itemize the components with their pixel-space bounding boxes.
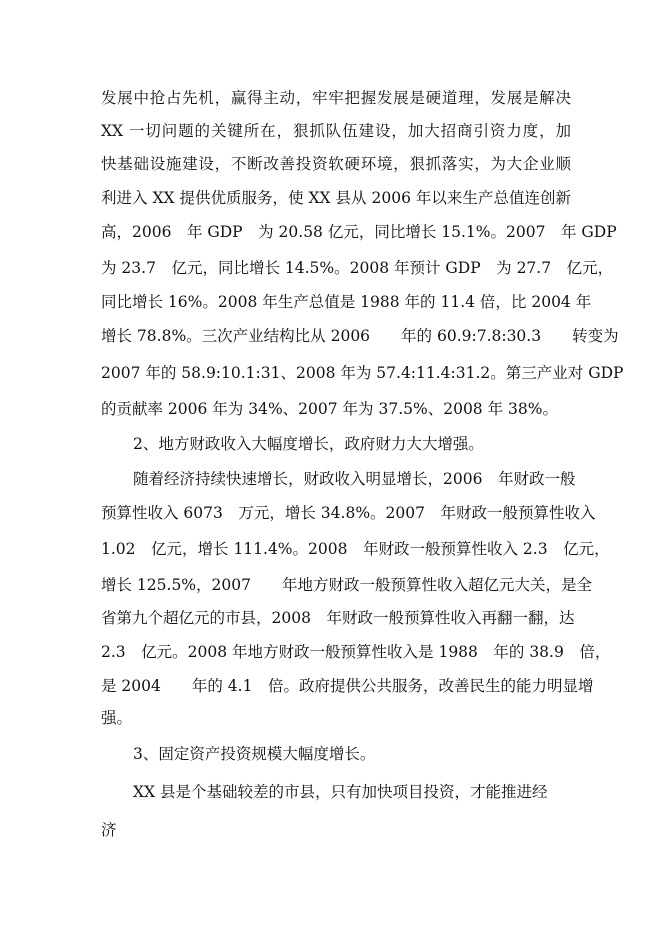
- paragraph-line: 强。: [101, 709, 133, 727]
- section-heading: 2、地方财政收入大幅度增长，政府财力大大增强。: [133, 435, 484, 453]
- paragraph-line: 2.3 亿元。2008 年地方财政一般预算性收入是 1988 年的 38.9 倍，: [101, 643, 611, 661]
- paragraph-line: 快基础设施建设，不断改善投资软硬环境，狠抓落实，为大企业顺: [101, 155, 571, 173]
- paragraph-line: 预算性收入 6073 万元，增长 34.8%。2007 年财政一般预算性收入: [101, 504, 596, 522]
- paragraph-line: 济: [101, 821, 117, 839]
- paragraph-line: 随着经济持续快速增长，财政收入明显增长，2006 年财政一般: [133, 470, 576, 488]
- paragraph-line: 是 2004 年的 4.1 倍。政府提供公共服务，改善民生的能力明显增: [101, 677, 594, 695]
- paragraph-line: XX 县是个基础较差的市县，只有加快项目投资，才能推进经: [133, 783, 548, 801]
- paragraph-line: 高，2006 年 GDP 为 20.58 亿元，同比增长 15.1%。2007 年 GDP: [101, 223, 617, 241]
- paragraph-line: 2007 年的 58.9:10.1:31、2008 年为 57.4:11.4:31.2。第三产业对 GDP: [101, 364, 624, 382]
- paragraph-line: 为 23.7 亿元，同比增长 14.5%。2008 年预计 GDP 为 27.7 亿元，: [101, 259, 614, 277]
- paragraph-line: 同比增长 16%。2008 年生产总值是 1988 年的 11.4 倍，比 2004 年: [101, 293, 592, 311]
- paragraph-line: 1.02 亿元，增长 111.4%。2008 年财政一般预算性收入 2.3 亿元，: [101, 540, 610, 558]
- paragraph-line: 省第九个超亿元的市县，2008 年财政一般预算性收入再翻一翻，达: [101, 609, 575, 627]
- paragraph-line: 的贡献率 2006 年为 34%、2007 年为 37.5%、2008 年 38%。: [101, 400, 558, 418]
- paragraph-line: 利进入 XX 提供优质服务，使 XX 县从 2006 年以来生产总值连创新: [101, 189, 571, 207]
- paragraph-line: 发展中抢占先机，赢得主动，牢牢把握发展是硬道理，发展是解决: [101, 89, 571, 107]
- section-heading: 3、固定资产投资规模大幅度增长。: [133, 745, 376, 763]
- paragraph-line: 增长 125.5%，2007 年地方财政一般预算性收入超亿元大关，是全: [101, 576, 592, 594]
- paragraph-line: 增长 78.8%。三次产业结构比从 2006 年的 60.9:7.8:30.3 转变为: [101, 327, 619, 345]
- paragraph-line: XX 一切问题的关键所在，狠抓队伍建设，加大招商引资力度，加: [101, 122, 571, 140]
